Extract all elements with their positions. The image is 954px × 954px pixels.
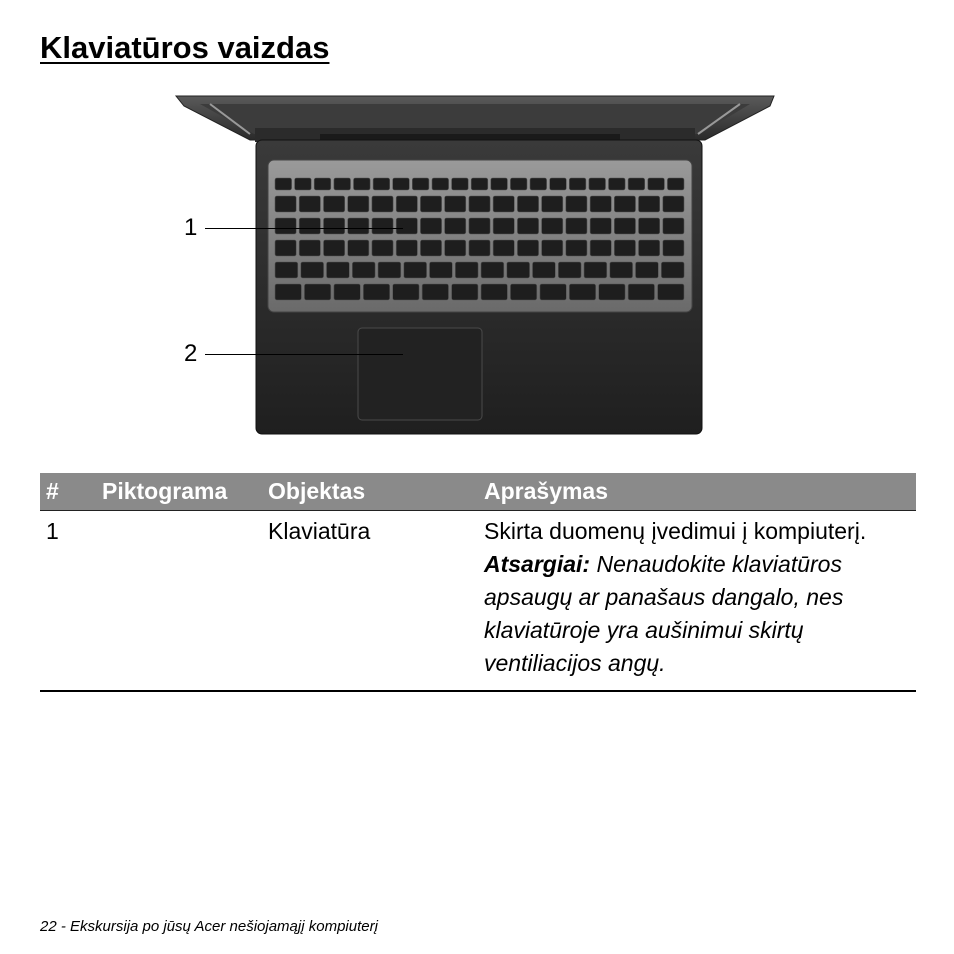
keyboard-key [430,262,453,278]
warning-text: Nenaudokite klaviatūros apsaugų ar panašaus dangalo, nes klaviatūroje yra aušinimui skirtų ventiliacijos angų. [484,551,844,676]
keyboard-key [540,284,566,300]
keyboard-key [445,196,466,212]
keyboard-key [667,178,684,190]
keyboard-key [599,284,625,300]
keyboard-key [639,240,660,256]
row-description-cell [478,511,916,692]
keyboard-key [590,196,611,212]
header-description: Aprašymas [478,473,916,511]
keyboard-key [393,284,419,300]
laptop-top-view-svg [170,90,780,440]
keyboard-key [301,262,324,278]
keyboard-key [393,178,410,190]
keyboard-key [614,196,635,212]
keyboard-key [378,262,401,278]
component-table [40,473,916,692]
keyboard-key [658,284,684,300]
keyboard-key [542,240,563,256]
keyboard-key [542,196,563,212]
keyboard-key [324,196,345,212]
keyboard-key [628,178,645,190]
keyboard-key [491,178,508,190]
keyboard-key [363,284,389,300]
row-icon [96,511,262,692]
callout-line-2 [205,354,403,355]
keyboard-key [304,284,330,300]
keyboard-key [471,178,488,190]
keyboard-key [493,196,514,212]
keyboard-key [354,178,371,190]
callout-line-1 [205,228,403,229]
keyboard-key [275,178,292,190]
keyboard-key [275,262,298,278]
keyboard-key [609,178,626,190]
page-title: Klaviatūros vaizdas [40,30,330,65]
keyboard-key [372,196,393,212]
keyboard-key [334,284,360,300]
keyboard-key [372,218,393,234]
keyboard-key [614,218,635,234]
keyboard-key [493,218,514,234]
keyboard-key [348,218,369,234]
keyboard-key [517,240,538,256]
keyboard-key [661,262,684,278]
keyboard-key [412,178,429,190]
table-row [40,511,916,692]
keyboard-key [396,218,417,234]
keyboard-key [404,262,427,278]
keyboard-key [636,262,659,278]
page-footer: 22 - Ekskursija po jūsų Acer nešiojamąjį kompiuterį [40,918,378,935]
keyboard-key [420,218,441,234]
keyboard-key [275,196,296,212]
keyboard-key [334,178,351,190]
keyboard-key [628,284,654,300]
keyboard-key [663,218,684,234]
keyboard-key [569,178,586,190]
keyboard-key [569,284,595,300]
keyboard-key [590,218,611,234]
keyboard-key [566,218,587,234]
keyboard-key [432,178,449,190]
row-description: Skirta duomenų įvedimui į kompiuterį. [484,518,867,544]
row-number: 1 [40,511,96,692]
warning-label: Atsargiai: [484,551,591,577]
keyboard-key [422,284,448,300]
keyboard-key [299,240,320,256]
keyboard-key [275,284,301,300]
keyboard-key [327,262,350,278]
keyboard-key [324,218,345,234]
keyboard-key [348,196,369,212]
keyboard-key [510,178,527,190]
row-object: Klaviatūra [262,511,478,692]
callout-number-1: 1 [184,214,198,241]
keyboard-key [639,196,660,212]
laptop-top-view-illustration [170,90,780,440]
keyboard-key [275,240,296,256]
keyboard-key [469,240,490,256]
keyboard-key [481,262,504,278]
keyboard-key [663,240,684,256]
keyboard-key [663,196,684,212]
keyboard-key [275,218,296,234]
keyboard-key [420,196,441,212]
keyboard-key [314,178,331,190]
callout-number-2: 2 [184,340,198,367]
keyboard-key [517,196,538,212]
keyboard-key [589,178,606,190]
keyboard-key [352,262,375,278]
keyboard-key [558,262,581,278]
header-object: Objektas [262,473,478,511]
keyboard-key [533,262,556,278]
header-icon: Piktograma [96,473,262,511]
keyboard-key [452,178,469,190]
keyboard-key [372,240,393,256]
keyboard-key [481,284,507,300]
keyboard-key [517,218,538,234]
keyboard-key [348,240,369,256]
keyboard-key [452,284,478,300]
keyboard-key [420,240,441,256]
header-number: # [40,473,96,511]
keyboard-key [455,262,478,278]
keyboard-key [295,178,312,190]
keyboard-key [530,178,547,190]
keyboard-key [590,240,611,256]
keyboard-key [507,262,530,278]
keyboard-key [299,196,320,212]
keyboard-key [614,240,635,256]
keyboard-key [324,240,345,256]
keyboard-key [445,240,466,256]
keyboard-key [542,218,563,234]
keyboard-key [639,218,660,234]
keyboard-key [550,178,567,190]
keyboard-key [396,240,417,256]
keyboard-key [493,240,514,256]
keyboard-key [648,178,665,190]
keyboard-key [469,196,490,212]
keyboard-key [396,196,417,212]
keyboard-key [445,218,466,234]
keyboard-key [469,218,490,234]
keyboard-key [566,240,587,256]
keyboard-key [566,196,587,212]
keyboard-key [610,262,633,278]
keyboard-key [510,284,536,300]
keyboard-key [373,178,390,190]
table-header-row [40,473,916,511]
keyboard-key [299,218,320,234]
keyboard-key [584,262,607,278]
